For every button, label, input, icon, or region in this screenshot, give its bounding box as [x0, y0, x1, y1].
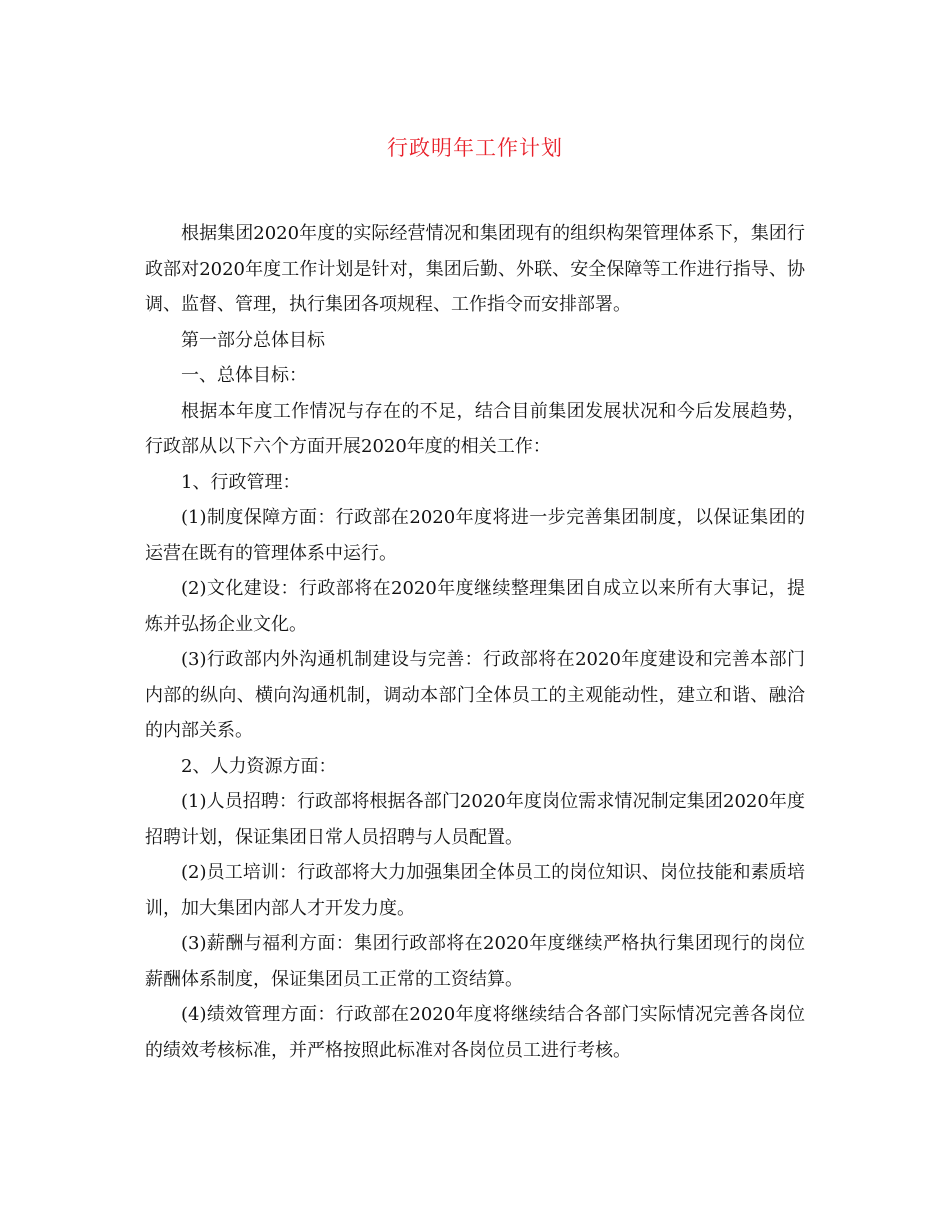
- hr-item-1: (1)人员招聘：行政部将根据各部门2020年度岗位需求情况制定集团2020年度招聘计划，保证集团日常人员招聘与人员配置。: [145, 791, 805, 848]
- goal-paragraph: 根据本年度工作情况与存在的不足，结合目前集团发展状况和今后发展趋势，行政部从以下六个方面开展2020年度的相关工作：: [145, 400, 805, 457]
- hr-item-3: (3)薪酬与福利方面：集团行政部将在2020年度继续严格执行集团现行的岗位薪酬体系制度，保证集团员工正常的工资结算。: [145, 933, 805, 990]
- subheading-overall-goal: 一、总体目标：: [181, 365, 307, 386]
- section-heading-part-one: 第一部分总体目标: [181, 329, 325, 351]
- intro-paragraph: 根据集团2020年度的实际经营情况和集团现有的组织构架管理体系下，集团行政部对2020年度工作计划是针对，集团后勤、外联、安全保障等工作进行指导、协调、监督、管理，执行集团各项规程、工作指令而安排部署。: [145, 223, 805, 315]
- item-heading-admin: 1、行政管理：: [181, 471, 301, 493]
- item-heading-hr: 2、人力资源方面：: [181, 755, 337, 777]
- admin-item-2: (2)文化建设：行政部将在2020年度继续整理集团自成立以来所有大事记，提炼并弘扬企业文化。: [145, 578, 805, 635]
- admin-item-1: (1)制度保障方面：行政部在2020年度将进一步完善集团制度，以保证集团的运营在既有的管理体系中运行。: [145, 507, 805, 564]
- document-title: 行政明年工作计划: [387, 136, 563, 160]
- admin-item-3: (3)行政部内外沟通机制建设与完善：行政部将在2020年度建设和完善本部门内部的纵向、横向沟通机制，调动本部门全体员工的主观能动性，建立和谐、融洽的内部关系。: [145, 649, 805, 741]
- hr-item-4: (4)绩效管理方面：行政部在2020年度将继续结合各部门实际情况完善各岗位的绩效考核标准，并严格按照此标准对各岗位员工进行考核。: [145, 1004, 805, 1061]
- document-body: [145, 216, 805, 1068]
- hr-item-2: (2)员工培训：行政部将大力加强集团全体员工的岗位知识、岗位技能和素质培训，加大集团内部人才开发力度。: [145, 862, 805, 919]
